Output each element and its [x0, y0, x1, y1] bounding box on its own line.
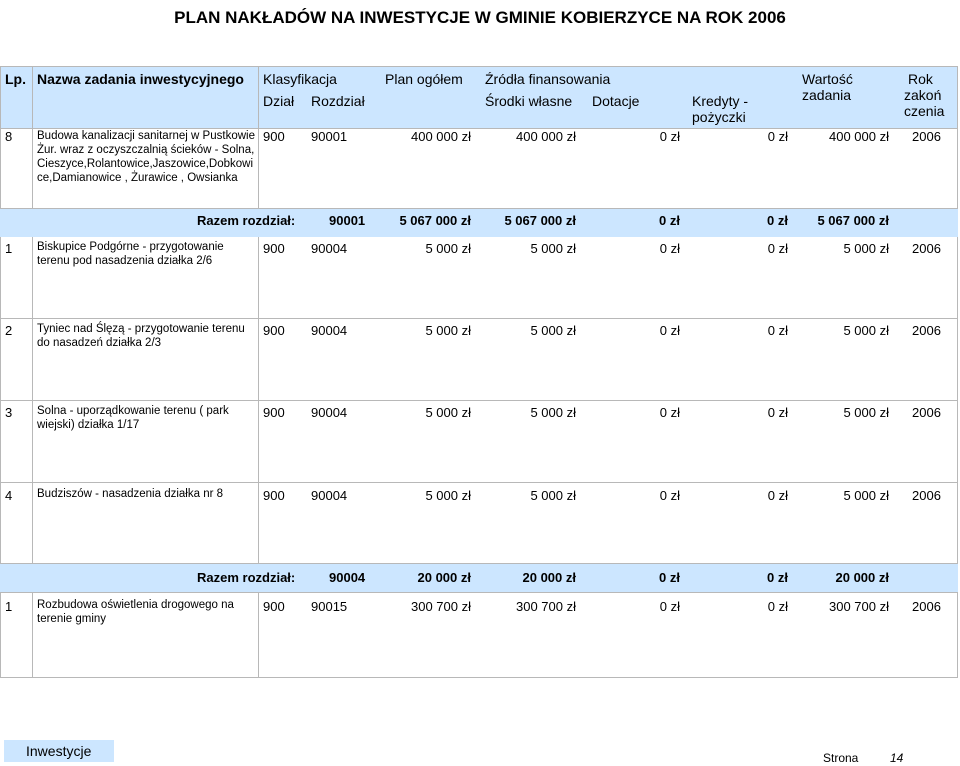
row-lp: 4 [5, 488, 13, 503]
subtotal-srodki: 20 000 zł [522, 570, 576, 585]
grid-line [0, 66, 958, 67]
grid-line [0, 400, 958, 401]
row-dzial: 900 [263, 241, 285, 256]
header-rok-line3: czenia [904, 103, 945, 119]
subtotal-kredyty: 0 zł [767, 570, 788, 585]
subtotal-dotacje: 0 zł [659, 213, 680, 228]
row-rozdzial: 90004 [311, 488, 348, 503]
row-kredyty: 0 zł [767, 323, 788, 338]
row-rok: 2006 [912, 323, 941, 338]
row-task-name: Budowa kanalizacji sanitarnej w Pustkowie Żur. wraz z oczyszczalnią ścieków - Solna, Cieszyce,Rolantowice,Jaszowice,Dobkowi ce,Damianowice , Żurawice , Owsianka [37, 130, 255, 184]
subtotal-wartosc: 20 000 zł [835, 570, 889, 585]
row-lp: 8 [5, 129, 13, 144]
subtotal-plan: 20 000 zł [417, 570, 471, 585]
row-lp: 1 [5, 241, 13, 256]
row-srodki: 5 000 zł [530, 241, 576, 256]
subtotal-rozdzial: 90004 [329, 570, 366, 585]
subtotal-label: Razem rozdział: [197, 213, 296, 228]
row-wartosc: 300 700 zł [829, 599, 889, 614]
row-task-name: Budziszów - nasadzenia działka nr 8 [37, 488, 224, 500]
row-dzial: 900 [263, 129, 285, 144]
row-dzial: 900 [263, 405, 285, 420]
row-srodki: 300 700 zł [516, 599, 576, 614]
row-plan: 300 700 zł [411, 599, 471, 614]
header-dzial: Dział [263, 93, 295, 109]
row-plan: 5 000 zł [425, 405, 471, 420]
row-rok: 2006 [912, 405, 941, 420]
row-dotacje: 0 zł [659, 129, 680, 144]
row-rozdzial: 90004 [311, 405, 348, 420]
subtotal-wartosc: 5 067 000 zł [817, 213, 889, 228]
subtotal-plan: 5 067 000 zł [399, 213, 471, 228]
subtotal-kredyty: 0 zł [767, 213, 788, 228]
grid-line [0, 318, 958, 319]
subtotal-dotacje: 0 zł [659, 570, 680, 585]
page-title: PLAN NAKŁADÓW NA INWESTYCJE W GMINIE KOBIERZYCE NA ROK 2006 [174, 8, 786, 27]
row-wartosc: 5 000 zł [843, 323, 889, 338]
header-name: Nazwa zadania inwestycyjnego [37, 71, 244, 87]
subtotal-label: Razem rozdział: [197, 570, 296, 585]
row-kredyty: 0 zł [767, 129, 788, 144]
row-dotacje: 0 zł [659, 405, 680, 420]
row-dotacje: 0 zł [659, 599, 680, 614]
row-task-name: Biskupice Podgórne - przygotowanie terenu pod nasadzenia działka 2/6 [37, 241, 224, 267]
row-kredyty: 0 zł [767, 241, 788, 256]
header-plan: Plan ogółem [385, 71, 463, 87]
footer-page-number: 14 [890, 751, 904, 765]
row-rok: 2006 [912, 129, 941, 144]
footer-page-label: Strona [823, 751, 859, 765]
row-kredyty: 0 zł [767, 599, 788, 614]
row-wartosc: 5 000 zł [843, 405, 889, 420]
header-lp: Lp. [5, 71, 26, 87]
header-wartosc-line2: zadania [802, 87, 852, 103]
grid-line [0, 482, 958, 483]
row-lp: 1 [5, 599, 13, 614]
header-srodki: Środki własne [485, 93, 573, 109]
row-dzial: 900 [263, 488, 285, 503]
row-task-name: Tyniec nad Ślęzą - przygotowanie terenu do nasadzeń działka 2/3 [37, 323, 245, 349]
row-srodki: 5 000 zł [530, 405, 576, 420]
row-rozdzial: 90004 [311, 323, 348, 338]
header-kredyty-line2: pożyczki [692, 109, 746, 125]
header-zrodla: Źródła finansowania [485, 71, 611, 87]
row-srodki: 400 000 zł [516, 129, 576, 144]
row-rozdzial: 90004 [311, 241, 348, 256]
row-dotacje: 0 zł [659, 323, 680, 338]
header-rok-line1: Rok [908, 71, 933, 87]
header-kredyty-line1: Kredyty - [692, 93, 749, 109]
footer-section-label: Inwestycje [26, 743, 92, 759]
row-dotacje: 0 zł [659, 241, 680, 256]
subtotal-srodki: 5 067 000 zł [504, 213, 576, 228]
subtotal-rozdzial: 90001 [329, 213, 366, 228]
row-srodki: 5 000 zł [530, 323, 576, 338]
row-task-name: Solna - uporządkowanie terenu ( park wiejski) działka 1/17 [37, 405, 229, 431]
row-plan: 5 000 zł [425, 241, 471, 256]
header-rozdzial: Rozdział [311, 93, 365, 109]
row-wartosc: 5 000 zł [843, 241, 889, 256]
row-rok: 2006 [912, 599, 941, 614]
grid-line [0, 592, 958, 593]
row-dzial: 900 [263, 323, 285, 338]
row-wartosc: 400 000 zł [829, 129, 889, 144]
row-kredyty: 0 zł [767, 488, 788, 503]
row-plan: 400 000 zł [411, 129, 471, 144]
header-klasyfikacja: Klasyfikacja [263, 71, 337, 87]
row-lp: 3 [5, 405, 13, 420]
header-dotacje: Dotacje [592, 93, 640, 109]
row-plan: 5 000 zł [425, 323, 471, 338]
row-kredyty: 0 zł [767, 405, 788, 420]
row-rozdzial: 90001 [311, 129, 348, 144]
row-lp: 2 [5, 323, 13, 338]
header-wartosc-line1: Wartość [802, 71, 853, 87]
row-wartosc: 5 000 zł [843, 488, 889, 503]
header-rok-line2: zakoń [904, 87, 942, 103]
row-rok: 2006 [912, 241, 941, 256]
row-dotacje: 0 zł [659, 488, 680, 503]
row-rozdzial: 90015 [311, 599, 348, 614]
grid-line [0, 677, 958, 678]
row-rok: 2006 [912, 488, 941, 503]
row-srodki: 5 000 zł [530, 488, 576, 503]
row-task-name: Rozbudowa oświetlenia drogowego na terenie gminy [37, 599, 234, 625]
row-dzial: 900 [263, 599, 285, 614]
row-plan: 5 000 zł [425, 488, 471, 503]
